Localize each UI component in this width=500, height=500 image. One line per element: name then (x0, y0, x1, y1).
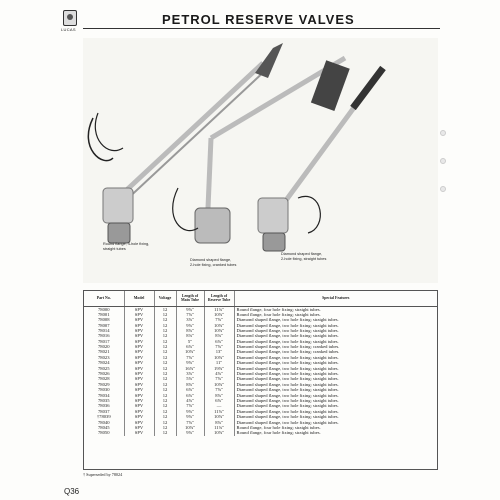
part-no-cell: 78037 (84, 409, 124, 414)
voltage-cell: 12 (154, 376, 176, 381)
header-part-no: Part No. (84, 291, 124, 306)
part-no-cell: 78023 (84, 355, 124, 360)
model-cell: SPV (124, 382, 154, 387)
features-cell: Round flange, four hole fixing; straight tubes. (236, 311, 321, 317)
table-header-row (84, 291, 437, 306)
reserve-tube-cell: 8⅛" (204, 333, 234, 338)
part-no-cell: 78040 (84, 419, 124, 424)
voltage-cell: 12 (154, 403, 176, 408)
binder-hole (440, 158, 446, 164)
voltage-cell: 12 (154, 322, 176, 327)
header-reserve-tube: Length of Reserve Tube (204, 291, 234, 306)
part-no-cell: 78008 (84, 317, 124, 322)
features-cell: Diamond shaped flange, two hole fixing; straight tubes. (236, 403, 339, 409)
main-tube-cell: 7⅞" (176, 355, 204, 360)
reserve-tube-cell: 11⅛" (204, 425, 234, 430)
main-tube-cell: 3⅞" (176, 371, 204, 376)
voltage-cell: 12 (154, 371, 176, 376)
product-photo (83, 38, 438, 283)
main-tube-cell: 9⅞" (176, 306, 204, 312)
table-body (84, 306, 437, 436)
reserve-tube-cell: 11⅛" (204, 306, 234, 312)
model-cell: SPV (124, 360, 154, 365)
main-tube-cell: 7⅞" (176, 419, 204, 424)
model-cell: SPV (124, 425, 154, 430)
reserve-tube-cell: 10⅞" (204, 312, 234, 317)
voltage-cell: 12 (154, 430, 176, 435)
features-cell: Diamond shaped flange, two hole fixing; straight tubes. (236, 327, 339, 333)
part-no-cell: 78034 (84, 392, 124, 397)
binder-hole (440, 130, 446, 136)
reserve-tube-cell: 4⅞" (204, 371, 234, 376)
reserve-tube-cell: 8⅞" (204, 392, 234, 397)
voltage-cell: 12 (154, 360, 176, 365)
main-tube-cell: 9⅞" (176, 360, 204, 365)
table-row (84, 430, 437, 435)
model-cell: SPV (124, 387, 154, 392)
model-cell: SPV (124, 371, 154, 376)
voltage-cell: 12 (154, 392, 176, 397)
reserve-tube-cell: — (204, 403, 234, 408)
main-tube-cell: 8⅞" (176, 328, 204, 333)
features-cell: Diamond shaped flange, two hole fixing; straight tubes. (236, 371, 339, 377)
part-no-cell: 78016 (84, 333, 124, 338)
main-tube-cell: 9⅞" (176, 409, 204, 414)
model-cell: SPV (124, 419, 154, 424)
model-cell: SPV (124, 414, 154, 419)
binder-hole (440, 186, 446, 192)
parts-table (83, 290, 438, 470)
main-tube-cell: 5⅞" (176, 376, 204, 381)
reserve-tube-cell: 10⅞" (204, 322, 234, 327)
features-cell: Diamond shaped flange, two hole fixing; straight tubes. (236, 333, 339, 339)
part-no-cell: 78020 (84, 344, 124, 349)
main-tube-cell: 7⅞" (176, 403, 204, 408)
reserve-tube-cell: 8⅞" (204, 419, 234, 424)
features-cell: Diamond shaped flange, two hole fixing; straight tubes. (236, 387, 339, 393)
model-cell: SPV (124, 322, 154, 327)
reserve-tube-cell: 7⅞" (204, 387, 234, 392)
voltage-cell: 12 (154, 387, 176, 392)
reserve-tube-cell: 11" (204, 360, 234, 365)
features-cell: Diamond shaped flange, two hole fixing; straight tubes. (236, 322, 339, 328)
features-cell: Diamond shaped flange, two hole fixing; straight tubes. (236, 419, 339, 425)
voltage-cell: 12 (154, 382, 176, 387)
part-no-cell: 78025 (84, 366, 124, 371)
part-no-cell: 78024 (84, 360, 124, 365)
caption-diamond-cranked: Diamond shaped flange, 2-hole fixing, cranked tubes (190, 258, 237, 267)
header-main-tube: Length of Main Tube (176, 291, 204, 306)
reserve-tube-cell: 11⅞" (204, 409, 234, 414)
reserve-tube-cell: 7⅞" (204, 376, 234, 381)
model-cell: SPV (124, 306, 154, 312)
voltage-cell: 12 (154, 312, 176, 317)
voltage-cell: 12 (154, 328, 176, 333)
features-cell: Diamond shaped flange, two hole fixing; straight tubes. (236, 414, 339, 420)
main-tube-cell: 3⅞" (176, 317, 204, 322)
main-tube-cell: 16⅞" (176, 366, 204, 371)
reserve-tube-cell: 13" (204, 349, 234, 354)
main-tube-cell: 6⅞" (176, 387, 204, 392)
part-no-cell: 78007 (84, 322, 124, 327)
features-cell: Diamond shaped flange, two hole fixing; straight tubes. (236, 397, 339, 403)
part-no-cell: 78000 (84, 306, 124, 312)
voltage-cell: 12 (154, 398, 176, 403)
model-cell: SPV (124, 328, 154, 333)
main-tube-cell: 9⅞" (176, 414, 204, 419)
model-cell: SPV (124, 403, 154, 408)
features-cell: Round flange, four hole fixing; straight tubes. (236, 306, 321, 312)
voltage-cell: 12 (154, 425, 176, 430)
model-cell: SPV (124, 409, 154, 414)
caption-diamond-straight: Diamond shaped flange, 2-hole fixing, straight tubes (281, 252, 327, 261)
part-no-cell: 78035 (84, 398, 124, 403)
page-title: PETROL RESERVE VALVES (162, 12, 355, 27)
reserve-tube-cell: 19⅞" (204, 366, 234, 371)
features-cell: Diamond shaped flange, two hole fixing; straight tubes. (236, 376, 339, 382)
reserve-tube-cell: 10⅞" (204, 382, 234, 387)
main-tube-cell: 7⅞" (176, 312, 204, 317)
main-tube-cell: 5" (176, 339, 204, 344)
model-cell: SPV (124, 339, 154, 344)
features-cell: Diamond shaped flange, two hole fixing; straight tubes. (236, 408, 339, 414)
model-cell: SPV (124, 366, 154, 371)
reserve-tube-cell: 10⅞" (204, 355, 234, 360)
part-no-cell: 78017 (84, 339, 124, 344)
footnote: † Superseded by 78024 (83, 472, 123, 477)
main-tube-cell: 10⅞" (176, 349, 204, 354)
header-model: Model (124, 291, 154, 306)
voltage-cell: 12 (154, 349, 176, 354)
voltage-cell: 12 (154, 419, 176, 424)
model-cell: SPV (124, 344, 154, 349)
features-cell: Round flange, four hole fixing; straight tubes. (236, 424, 321, 430)
reserve-tube-cell: 7⅞" (204, 344, 234, 349)
model-cell: SPV (124, 398, 154, 403)
main-tube-cell: 4⅞" (176, 398, 204, 403)
model-cell: SPV (124, 355, 154, 360)
voltage-cell: 12 (154, 366, 176, 371)
main-tube-cell: 10⅞" (176, 425, 204, 430)
part-no-cell: 78026 (84, 371, 124, 376)
logo-text: LUCAS (61, 27, 76, 32)
model-cell: SPV (124, 430, 154, 435)
reserve-tube-cell: 10⅞" (204, 328, 234, 333)
reserve-tube-cell: 10⅞" (204, 414, 234, 419)
part-no-cell: 78050 (84, 430, 124, 435)
reserve-tube-cell: 7⅞" (204, 317, 234, 322)
model-cell: SPV (124, 333, 154, 338)
model-cell: SPV (124, 312, 154, 317)
valve-round-flange-image (88, 43, 283, 243)
part-no-cell: 78014 (84, 328, 124, 333)
part-no-cell: 78029 (84, 382, 124, 387)
reserve-tube-cell: 6⅞" (204, 339, 234, 344)
main-tube-cell: 9⅞" (176, 430, 204, 435)
features-cell: Diamond shaped flange, two hole fixing; straight tubes. (236, 365, 339, 371)
part-no-cell: 78021 (84, 349, 124, 354)
voltage-cell: 12 (154, 344, 176, 349)
model-cell: SPV (124, 392, 154, 397)
features-cell: Diamond shaped flange, two hole fixing; cranked tubes. (236, 349, 340, 355)
features-cell: Diamond shaped flange, two hole fixing; straight tubes. (236, 317, 339, 323)
page-number: Q36 (64, 487, 80, 496)
part-no-cell: 78030 (84, 387, 124, 392)
part-no-cell: †78039 (84, 414, 124, 419)
voltage-cell: 12 (154, 339, 176, 344)
voltage-cell: 12 (154, 414, 176, 419)
part-no-cell: 78028 (84, 376, 124, 381)
features-cell: Diamond shaped flange, two hole fixing; straight tubes. (236, 392, 339, 398)
features-cell: Diamond shaped flange, two hole fixing; cranked tubes. (236, 344, 340, 350)
main-tube-cell: 8⅞" (176, 382, 204, 387)
reserve-tube-cell: 6⅞" (204, 398, 234, 403)
main-tube-cell: 9⅞" (176, 322, 204, 327)
model-cell: SPV (124, 349, 154, 354)
main-tube-cell: 6⅞" (176, 344, 204, 349)
voltage-cell: 12 (154, 306, 176, 312)
lucas-logo-icon (63, 10, 77, 26)
header-special-features: Special Features (234, 291, 437, 306)
caption-round-flange: Round flange, 4-hole fixing, straight tubes (103, 242, 150, 251)
model-cell: SPV (124, 376, 154, 381)
part-no-cell: 78036 (84, 403, 124, 408)
voltage-cell: 12 (154, 333, 176, 338)
voltage-cell: 12 (154, 355, 176, 360)
features-cell: Round flange, four hole fixing; straight tubes. (236, 430, 321, 436)
part-no-cell: 78045 (84, 425, 124, 430)
header-voltage: Voltage (154, 291, 176, 306)
voltage-cell: 12 (154, 409, 176, 414)
main-tube-cell: 8⅛" (176, 333, 204, 338)
features-cell: Diamond shaped flange, two hole fixing; straight tubes. (236, 354, 339, 360)
title-rule (83, 28, 440, 29)
features-cell: Diamond shaped flange, two hole fixing; straight tubes. (236, 360, 339, 366)
model-cell: SPV (124, 317, 154, 322)
reserve-tube-cell: 10⅞" (204, 430, 234, 435)
main-tube-cell: 6⅞" (176, 392, 204, 397)
features-cell: Diamond shaped flange, two hole fixing; straight tubes. (236, 381, 339, 387)
features-cell: Diamond shaped flange, two hole fixing; straight tubes. (236, 338, 339, 344)
voltage-cell: 12 (154, 317, 176, 322)
part-no-cell: 78001 (84, 312, 124, 317)
